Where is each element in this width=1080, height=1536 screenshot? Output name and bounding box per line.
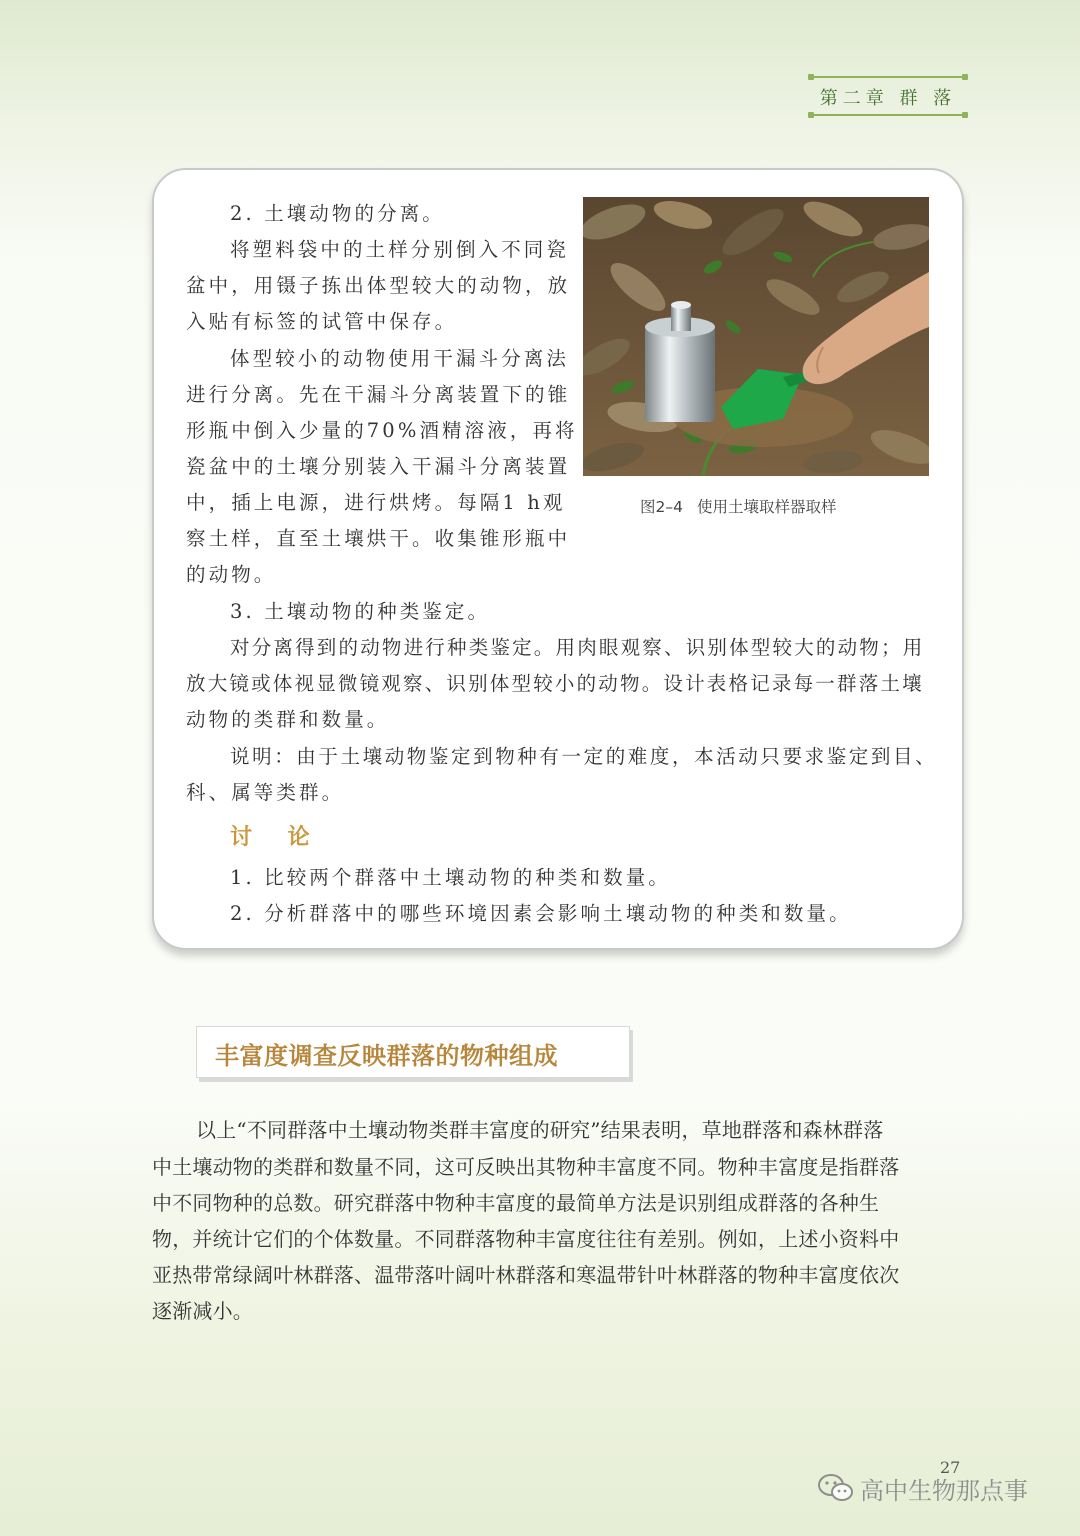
text-line: 瓷盆中的土壤分别装入干漏斗分离装置	[186, 455, 571, 478]
watermark	[818, 1470, 1028, 1506]
text-line: 中，插上电源，进行烘烤。每隔1 h观	[186, 491, 566, 514]
discussion-item: 1. 比较两个群落中土壤动物的种类和数量。	[230, 866, 671, 889]
paragraph-line: 亚热带常绿阔叶林群落、温带落叶阔叶林群落和寒温带针叶林群落的物种丰富度依次	[152, 1263, 900, 1287]
photo-illustration	[583, 197, 929, 476]
text-line: 将塑料袋中的土样分别倒入不同瓷	[230, 238, 570, 261]
text-line: 动物的类群和数量。	[186, 708, 390, 731]
figure-caption	[640, 495, 900, 517]
text-line: 形瓶中倒入少量的70%酒精溶液，再将	[186, 419, 578, 442]
text-line: 的动物。	[186, 563, 277, 586]
discussion-title: 讨 论	[230, 825, 324, 850]
header-corner-dot	[808, 74, 814, 80]
chapter-header	[812, 76, 964, 116]
figure-number: 图2–4	[640, 498, 683, 516]
paragraph-line: 物，并统计它们的个体数量。不同群落物种丰富度往往有差别。例如，上述小资料中	[152, 1227, 900, 1251]
section-heading-banner	[196, 1026, 630, 1078]
header-corner-dot	[808, 112, 814, 118]
page-number: 27	[940, 1458, 961, 1477]
text-line: 盆中，用镊子拣出体型较大的动物，放	[186, 274, 571, 297]
text-line: 体型较小的动物使用干漏斗分离法	[230, 347, 570, 370]
watermark-text: 高中生物那点事	[860, 1476, 1028, 1505]
paragraph-line: 中不同物种的总数。研究群落中物种丰富度的最简单方法是识别组成群落的各种生	[152, 1191, 880, 1215]
step-heading: 2. 土壤动物的分离。	[230, 202, 445, 225]
note-line: 科、属等类群。	[186, 781, 345, 804]
soil-sampler-photo	[583, 197, 929, 476]
discussion-item: 2. 分析群落中的哪些环境因素会影响土壤动物的种类和数量。	[230, 902, 852, 925]
text-line: 放大镜或体视显微镜观察、识别体型较小的动物。设计表格记录每一群落土壤	[186, 672, 924, 695]
step-heading: 3. 土壤动物的种类鉴定。	[230, 600, 491, 623]
text-line: 进行分离。先在干漏斗分离装置下的锥	[186, 383, 571, 406]
text-line: 察土样，直至土壤烘干。收集锥形瓶中	[186, 527, 571, 550]
header-corner-dot	[962, 74, 968, 80]
chapter-title: 第二章 群 落	[819, 88, 957, 109]
section-title: 丰富度调查反映群落的物种组成	[215, 1042, 558, 1070]
paragraph-line: 中土壤动物的类群和数量不同，这可反映出其物种丰富度不同。物种丰富度是指群落	[152, 1155, 900, 1179]
text-line: 对分离得到的动物进行种类鉴定。用肉眼观察、识别体型较大的动物；用	[230, 636, 925, 659]
paragraph-line: 以上“不同群落中土壤动物类群丰富度的研究”结果表明，草地群落和森林群落	[196, 1118, 884, 1142]
figure-caption-text: 使用土壤取样器取样	[696, 498, 837, 516]
text-line: 入贴有标签的试管中保存。	[186, 310, 458, 333]
note-line: 说明：由于土壤动物鉴定到物种有一定的难度，本活动只要求鉴定到目、	[230, 745, 938, 768]
wechat-icon	[818, 1473, 854, 1503]
header-corner-dot	[962, 112, 968, 118]
paragraph-line: 逐渐减小。	[152, 1299, 253, 1323]
